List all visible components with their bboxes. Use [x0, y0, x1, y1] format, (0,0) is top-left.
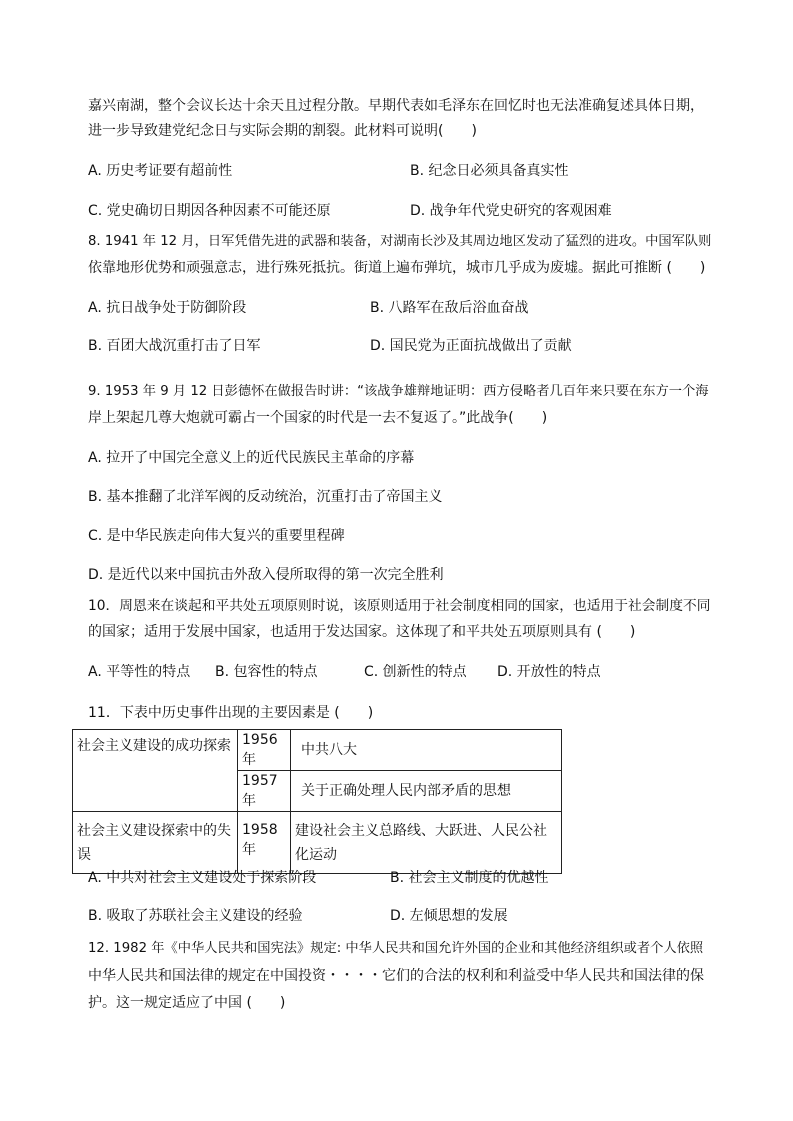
- q10-option-a: A. 平等性的特点: [88, 664, 191, 680]
- q9-stem-line-2: 岸上架起几尊大炮就可霸占一个国家的时代是一去不复返了。”此战争( ): [88, 410, 548, 426]
- q12-stem-line-3: 护。这一规定适应了中国 ( ): [88, 995, 286, 1011]
- q9-stem-line-1: 9. 1953 年 9 月 12 日彭德怀在做报告时讲：“该战争雄辩地证明：西方侵略者几百年来只要在东方一个海: [88, 384, 709, 399]
- q11-stem: 11．下表中历史事件出现的主要因素是 ( ): [88, 705, 374, 721]
- q7-option-b: B. 纪念日必须具备真实性: [410, 163, 569, 179]
- q10-option-c: C. 创新性的特点: [364, 664, 467, 680]
- q9-option-c: C. 是中华民族走向伟大复兴的重要里程碑: [88, 528, 345, 544]
- q11-table-cell: 1958 年: [238, 812, 291, 874]
- q11-table-cell: 1957 年: [238, 771, 291, 812]
- q8-option-b: B. 八路军在敌后浴血奋战: [370, 300, 529, 316]
- q11-table-cell: 关于正确处理人民内部矛盾的思想: [291, 771, 562, 812]
- q7-option-c: C. 党史确切日期因各种因素不可能还原: [88, 203, 331, 219]
- q12-stem-line-2: 中华人民共和国法律的规定在中国投资・・・・它们的合法的权利和利益受中华人民共和国法律的保: [88, 968, 704, 984]
- q7-option-d: D. 战争年代党史研究的客观困难: [410, 203, 612, 219]
- q11-option-b: B. 社会主义制度的优越性: [390, 870, 549, 886]
- q10-stem-line-2: 的国家；适用于发展中国家，也适用于发达国家。这体现了和平共处五项原则具有 ( ): [88, 624, 636, 640]
- q11-option-a: A. 中共对社会主义建设处于探索阶段: [88, 870, 317, 886]
- q10-option-b: B. 包容性的特点: [215, 664, 318, 680]
- q8-stem-line-1: 8. 1941 年 12 月，日军凭借先进的武器和装备，对湖南长沙及其周边地区发动了猛烈的进攻。中国军队则: [88, 234, 712, 249]
- q11-option-c: B. 吸取了苏联社会主义建设的经验: [88, 908, 303, 924]
- q10-stem-line-1: 10．周恩来在谈起和平共处五项原则时说，该原则适用于社会制度相同的国家，也适用于社会制度不同: [88, 598, 711, 614]
- q9-option-a: A. 拉开了中国完全意义上的近代民族民主革命的序幕: [88, 450, 415, 466]
- q11-table-cell: 建设社会主义总路线、大跃进、人民公社化运动: [291, 812, 562, 874]
- q8-option-d: D. 国民党为正面抗战做出了贡献: [370, 338, 572, 354]
- q11-table-cell: 中共八大: [291, 730, 562, 771]
- q11-option-d: D. 左倾思想的发展: [390, 908, 508, 924]
- q7-option-a: A. 历史考证要有超前性: [88, 163, 233, 179]
- q10-option-d: D. 开放性的特点: [497, 664, 601, 680]
- q12-stem-line-1: 12. 1982 年《中华人民共和国宪法》规定: 中华人民共和国允许外国的企业和其他经济组织或者个人依照: [88, 941, 704, 956]
- q11-table-cell: 社会主义建设的成功探索: [73, 730, 238, 812]
- q9-option-d: D. 是近代以来中国抗击外敌入侵所取得的第一次完全胜利: [88, 567, 444, 583]
- q7-stem-line-2: 进一步导致建党纪念日与实际会期的割裂。此材料可说明( ): [88, 123, 477, 139]
- q8-stem-line-2: 依靠地形优势和顽强意志，进行殊死抵抗。街道上遍布弹坑，城市几乎成为废墟。据此可推断 ( ): [88, 260, 706, 276]
- q11-table-cell: 1956 年: [238, 730, 291, 771]
- q7-stem-line-1: 嘉兴南湖，整个会议长达十余天且过程分散。早期代表如毛泽东在回忆时也无法准确复述具体日期，: [88, 98, 704, 114]
- q9-option-b: B. 基本推翻了北洋军阀的反动统治，沉重打击了帝国主义: [88, 489, 443, 505]
- q11-table-cell: 社会主义建设探索中的失误: [73, 812, 238, 874]
- q11-table: [72, 729, 562, 874]
- q8-option-c: B. 百团大战沉重打击了日军: [88, 338, 261, 354]
- q8-option-a: A. 抗日战争处于防御阶段: [88, 300, 247, 316]
